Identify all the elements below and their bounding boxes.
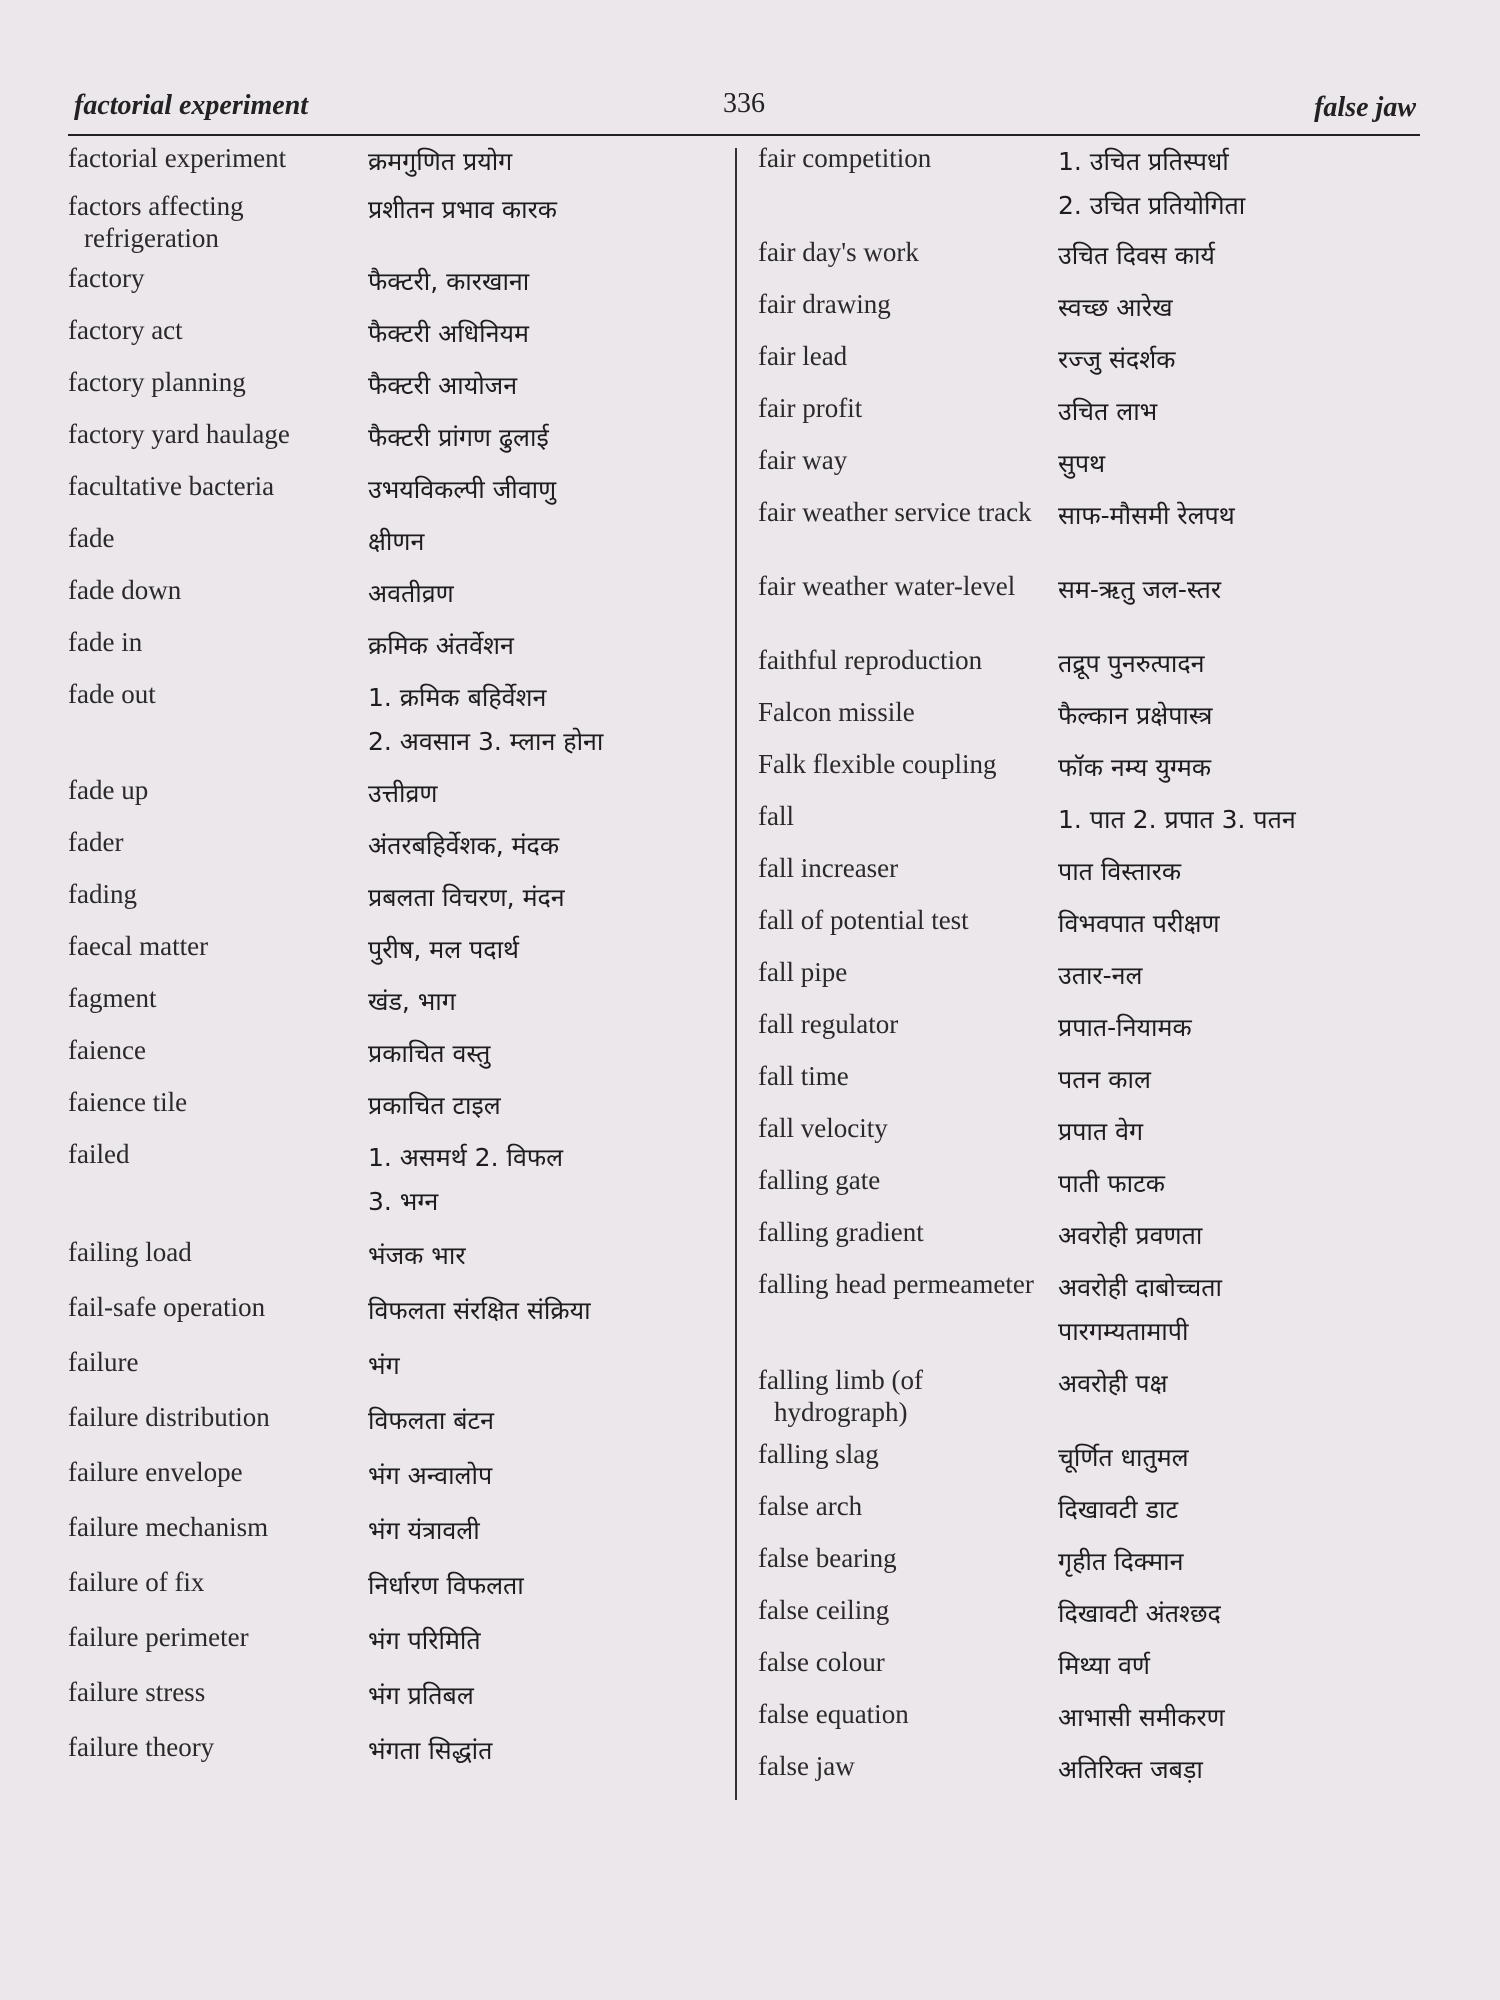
entry-definition: क्रमिक अंतर्वेशन xyxy=(368,631,514,660)
dictionary-entry xyxy=(758,286,1418,338)
entry-definitions xyxy=(1058,494,1418,538)
entry-term: false jaw xyxy=(758,1751,855,1781)
dictionary-entry xyxy=(758,1488,1418,1540)
entry-term: fair weather water-level xyxy=(758,571,1016,601)
dictionary-entry xyxy=(68,1032,728,1084)
entry-definition: मिथ्या वर्ण xyxy=(1058,1651,1150,1680)
entry-definitions xyxy=(368,416,728,460)
entry-definitions xyxy=(1058,1644,1418,1688)
entry-definition: आभासी समीकरण xyxy=(1058,1703,1225,1732)
dictionary-entry xyxy=(68,1729,728,1784)
entry-definition: उचित दिवस कार्य xyxy=(1058,241,1215,270)
entry-definitions xyxy=(1058,1592,1418,1636)
dictionary-entry xyxy=(68,1454,728,1509)
entry-definition: सम-ऋतु जल-स्तर xyxy=(1058,575,1222,604)
entry-term: factors affecting refrigeration xyxy=(68,191,244,253)
entry-definition: दिखावटी डाट xyxy=(1058,1495,1179,1524)
entry-term: false ceiling xyxy=(758,1595,890,1625)
entry-definition: 2. उचित प्रतियोगिता xyxy=(1058,191,1246,220)
entry-definitions xyxy=(1058,286,1418,330)
left-column xyxy=(68,140,728,1784)
dictionary-entry xyxy=(68,980,728,1032)
entry-term: faecal matter xyxy=(68,931,209,961)
entry-definition: गृहीत दिक्मान xyxy=(1058,1547,1184,1576)
entry-term: facultative bacteria xyxy=(68,471,275,501)
entry-definitions xyxy=(1058,1748,1418,1792)
entry-definition: 3. भग्न xyxy=(368,1187,439,1216)
entry-term: fair lead xyxy=(758,341,848,371)
dictionary-entry xyxy=(758,1006,1418,1058)
entry-term: factory planning xyxy=(68,367,246,397)
entry-term: failing load xyxy=(68,1237,192,1267)
entry-definitions xyxy=(368,188,728,232)
dictionary-entry xyxy=(68,1344,728,1399)
entry-definitions xyxy=(1058,1540,1418,1584)
entry-term: failure distribution xyxy=(68,1402,270,1432)
entry-definition: प्रपात-नियामक xyxy=(1058,1013,1192,1042)
entry-definition: 1. क्रमिक बहिर्वेशन xyxy=(368,683,547,712)
entry-term: fair profit xyxy=(758,393,863,423)
entry-definitions xyxy=(368,140,728,184)
entry-definitions xyxy=(1058,234,1418,278)
dictionary-entry xyxy=(758,1058,1418,1110)
entry-definitions xyxy=(368,1344,728,1388)
entry-definitions xyxy=(368,520,728,564)
entry-definition: क्षीणन xyxy=(368,527,425,556)
entry-definitions xyxy=(368,1729,728,1773)
entry-term: fade down xyxy=(68,575,182,605)
entry-definition: अतिरिक्त जबड़ा xyxy=(1058,1755,1203,1784)
entry-definitions xyxy=(1058,1436,1418,1480)
entry-definition: साफ-मौसमी रेलपथ xyxy=(1058,501,1235,530)
entry-definitions xyxy=(1058,1162,1418,1206)
entry-definition: प्रपात वेग xyxy=(1058,1117,1144,1146)
entry-definition: उत्तीव्रण xyxy=(368,779,438,808)
entry-definitions xyxy=(1058,1488,1418,1532)
dictionary-entry xyxy=(758,1592,1418,1644)
entry-definitions xyxy=(368,1032,728,1076)
entry-term: failed xyxy=(68,1139,130,1169)
entry-definition: अवरोही प्रवणता xyxy=(1058,1221,1203,1250)
entry-definition: पतन काल xyxy=(1058,1065,1151,1094)
dictionary-entry xyxy=(758,1214,1418,1266)
entry-definition: अंतरबहिर्वेशक, मंदक xyxy=(368,831,560,860)
entry-term: fail-safe operation xyxy=(68,1292,266,1322)
dictionary-entry xyxy=(758,1644,1418,1696)
entry-definitions xyxy=(1058,442,1418,486)
page-number: 336 xyxy=(723,88,765,119)
entry-definition: फॉक नम्य युग्मक xyxy=(1058,753,1212,782)
entry-definitions xyxy=(368,1454,728,1498)
dictionary-entry xyxy=(68,1234,728,1289)
entry-term: fall pipe xyxy=(758,957,848,987)
entry-term: fair weather service track xyxy=(758,497,1032,527)
entry-definition: 1. पात 2. प्रपात 3. पतन xyxy=(1058,805,1296,834)
dictionary-entry xyxy=(758,1540,1418,1592)
dictionary-entry xyxy=(758,1748,1418,1800)
entry-definition: दिखावटी अंतश्छद xyxy=(1058,1599,1221,1628)
dictionary-entry xyxy=(758,568,1418,642)
entry-definitions xyxy=(1058,140,1418,228)
entry-definition: प्रकाचित वस्तु xyxy=(368,1039,491,1068)
entry-definition: फैक्टरी अधिनियम xyxy=(368,319,529,348)
entry-term: factory xyxy=(68,263,145,293)
dictionary-entry xyxy=(758,1110,1418,1162)
entry-definition: सुपथ xyxy=(1058,449,1106,478)
entry-definitions xyxy=(1058,798,1418,842)
entry-term: factory yard haulage xyxy=(68,419,290,449)
dictionary-entry xyxy=(758,1162,1418,1214)
entry-definition: चूर्णित धातुमल xyxy=(1058,1443,1189,1472)
entry-term: fall time xyxy=(758,1061,849,1091)
entry-term: fading xyxy=(68,879,137,909)
entry-term: fair way xyxy=(758,445,848,475)
dictionary-entry xyxy=(68,772,728,824)
entry-term: factorial experiment xyxy=(68,143,287,173)
entry-definitions xyxy=(368,772,728,816)
entry-term: falling head permeameter xyxy=(758,1269,1034,1299)
dictionary-entry xyxy=(758,234,1418,286)
entry-term: fall of potential test xyxy=(758,905,969,935)
entry-term: Falcon missile xyxy=(758,697,915,727)
entry-definition: भंग अन्वालोप xyxy=(368,1461,493,1490)
entry-term: falling slag xyxy=(758,1439,879,1469)
entry-definitions xyxy=(368,1289,728,1333)
right-column xyxy=(758,140,1418,1800)
entry-definitions xyxy=(368,824,728,868)
dictionary-entry xyxy=(758,850,1418,902)
dictionary-entry xyxy=(68,1564,728,1619)
entry-definition: 1. उचित प्रतिस्पर्धा xyxy=(1058,147,1229,176)
dictionary-entry xyxy=(68,468,728,520)
entry-definitions xyxy=(1058,1006,1418,1050)
dictionary-entry xyxy=(68,1289,728,1344)
dictionary-entry xyxy=(758,642,1418,694)
entry-term: faience tile xyxy=(68,1087,188,1117)
entry-definitions xyxy=(368,876,728,920)
entry-term: failure xyxy=(68,1347,139,1377)
entry-definitions xyxy=(368,928,728,972)
entry-definitions xyxy=(368,312,728,356)
entry-definitions xyxy=(368,1399,728,1443)
entry-definitions xyxy=(368,1509,728,1553)
entry-term: failure stress xyxy=(68,1677,206,1707)
entry-term: fade up xyxy=(68,775,149,805)
entry-definitions xyxy=(1058,694,1418,738)
entry-definition: भंग परिमिति xyxy=(368,1626,481,1655)
entry-definitions xyxy=(1058,338,1418,382)
dictionary-entry xyxy=(758,338,1418,390)
dictionary-entry xyxy=(68,676,728,772)
entry-definitions xyxy=(1058,390,1418,434)
entry-definition: विफलता संरक्षित संक्रिया xyxy=(368,1296,591,1325)
dictionary-entry xyxy=(68,1619,728,1674)
entry-definition: स्वच्छ आरेख xyxy=(1058,293,1173,322)
entry-definition: भंग यंत्रावली xyxy=(368,1516,480,1545)
entry-definitions xyxy=(368,1234,728,1278)
page-header xyxy=(68,84,1420,136)
entry-definition: फैक्टरी प्रांगण ढुलाई xyxy=(368,423,549,452)
dictionary-entry xyxy=(68,416,728,468)
dictionary-entry xyxy=(68,1509,728,1564)
dictionary-entry xyxy=(68,520,728,572)
header-first-term: factorial experiment xyxy=(74,90,309,121)
entry-term: failure theory xyxy=(68,1732,215,1762)
entry-definitions xyxy=(368,980,728,1024)
dictionary-entry xyxy=(68,1674,728,1729)
dictionary-entry xyxy=(68,876,728,928)
entry-definitions xyxy=(1058,1214,1418,1258)
entry-definitions xyxy=(1058,642,1418,686)
entry-definitions xyxy=(1058,1110,1418,1154)
entry-term: Falk flexible coupling xyxy=(758,749,997,779)
header-last-term: false jaw xyxy=(1314,92,1416,123)
entry-term: fade out xyxy=(68,679,156,709)
entry-definition: अवरोही दाबोच्चता xyxy=(1058,1273,1222,1302)
entry-definitions xyxy=(368,1674,728,1718)
entry-term: failure of fix xyxy=(68,1567,205,1597)
dictionary-entry xyxy=(68,188,728,260)
entry-term: fader xyxy=(68,827,124,857)
entry-term: failure envelope xyxy=(68,1457,243,1487)
dictionary-entry xyxy=(758,1362,1418,1436)
dictionary-entry xyxy=(68,260,728,312)
entry-term: false equation xyxy=(758,1699,909,1729)
entry-term: falling gate xyxy=(758,1165,881,1195)
entry-definition: फैक्टरी आयोजन xyxy=(368,371,518,400)
entry-definition: तद्रूप पुनरुत्पादन xyxy=(1058,649,1205,678)
dictionary-entry xyxy=(758,442,1418,494)
entry-definition: 1. असमर्थ 2. विफल xyxy=(368,1143,564,1172)
entry-term: fagment xyxy=(68,983,157,1013)
entry-definition: प्रशीतन प्रभाव कारक xyxy=(368,195,557,224)
entry-term: fall regulator xyxy=(758,1009,899,1039)
entry-definition: भंग प्रतिबल xyxy=(368,1681,474,1710)
entry-definition: पुरीष, मल पदार्थ xyxy=(368,935,520,964)
dictionary-entry xyxy=(758,140,1418,234)
entry-term: falling limb (of hydrograph) xyxy=(758,1365,923,1427)
entry-definitions xyxy=(1058,954,1418,998)
entry-definitions xyxy=(368,260,728,304)
column-divider xyxy=(735,148,737,1800)
entry-definition: उभयविकल्पी जीवाणु xyxy=(368,475,557,504)
entry-definition: अवरोही पक्ष xyxy=(1058,1369,1168,1398)
entry-term: fade xyxy=(68,523,115,553)
entry-definition: पारगम्यतामापी xyxy=(1058,1317,1189,1346)
entry-definition: पात विस्तारक xyxy=(1058,857,1182,886)
entry-definition: भंगता सिद्धांत xyxy=(368,1736,493,1765)
entry-definitions xyxy=(1058,568,1418,612)
dictionary-entry xyxy=(68,1084,728,1136)
entry-definitions xyxy=(368,1084,728,1128)
entry-term: false colour xyxy=(758,1647,885,1677)
dictionary-entry xyxy=(758,798,1418,850)
entry-term: factory act xyxy=(68,315,183,345)
dictionary-entry xyxy=(68,1399,728,1454)
entry-definitions xyxy=(368,572,728,616)
dictionary-entry xyxy=(68,140,728,188)
entry-definition: विभवपात परीक्षण xyxy=(1058,909,1220,938)
entry-definitions xyxy=(368,1136,728,1224)
dictionary-entry xyxy=(68,364,728,416)
entry-definition: खंड, भाग xyxy=(368,987,456,1016)
dictionary-entry xyxy=(758,694,1418,746)
dictionary-entry xyxy=(68,928,728,980)
entry-term: fade in xyxy=(68,627,143,657)
entry-definitions xyxy=(368,1564,728,1608)
entry-term: fall increaser xyxy=(758,853,899,883)
entry-definition: प्रकाचित टाइल xyxy=(368,1091,501,1120)
entry-definitions xyxy=(368,1619,728,1663)
entry-definition: फैक्टरी, कारखाना xyxy=(368,267,530,296)
dictionary-entry xyxy=(758,1696,1418,1748)
entry-definition: रज्जु संदर्शक xyxy=(1058,345,1176,374)
entry-term: false bearing xyxy=(758,1543,897,1573)
entry-definitions xyxy=(1058,746,1418,790)
dictionary-entry xyxy=(758,902,1418,954)
entry-definition: भंग xyxy=(368,1351,400,1380)
entry-definition: क्रमगुणित प्रयोग xyxy=(368,147,513,176)
entry-definition: विफलता बंटन xyxy=(368,1406,495,1435)
entry-definition: भंजक भार xyxy=(368,1241,466,1270)
entry-definitions xyxy=(1058,1362,1418,1406)
entry-term: fall xyxy=(758,801,794,831)
entry-term: faience xyxy=(68,1035,146,1065)
entry-term: falling gradient xyxy=(758,1217,924,1247)
dictionary-entry xyxy=(758,1436,1418,1488)
entry-definition: निर्धारण विफलता xyxy=(368,1571,524,1600)
dictionary-entry xyxy=(758,494,1418,568)
dictionary-entry xyxy=(68,824,728,876)
entry-term: fall velocity xyxy=(758,1113,888,1143)
entry-definitions xyxy=(1058,850,1418,894)
dictionary-entry xyxy=(68,572,728,624)
entry-term: fair day's work xyxy=(758,237,919,267)
dictionary-entry xyxy=(68,624,728,676)
entry-term: failure mechanism xyxy=(68,1512,269,1542)
entry-definitions xyxy=(368,676,728,764)
entry-term: fair drawing xyxy=(758,289,891,319)
entry-term: failure perimeter xyxy=(68,1622,249,1652)
entry-definitions xyxy=(1058,902,1418,946)
entry-definition: 2. अवसान 3. म्लान होना xyxy=(368,727,604,756)
entry-definitions xyxy=(368,364,728,408)
entry-definitions xyxy=(368,468,728,512)
entry-term: false arch xyxy=(758,1491,863,1521)
dictionary-entry xyxy=(758,746,1418,798)
entry-definition: उचित लाभ xyxy=(1058,397,1158,426)
entry-definitions xyxy=(1058,1696,1418,1740)
dictionary-entry xyxy=(68,1136,728,1234)
entry-definition: अवतीव्रण xyxy=(368,579,454,608)
entry-definition: प्रबलता विचरण, मंदन xyxy=(368,883,565,912)
entry-definitions xyxy=(1058,1058,1418,1102)
dictionary-entry xyxy=(758,390,1418,442)
entry-term: faithful reproduction xyxy=(758,645,983,675)
dictionary-entry xyxy=(758,954,1418,1006)
entry-definitions xyxy=(368,624,728,668)
entry-term: fair competition xyxy=(758,143,932,173)
dictionary-entry xyxy=(758,1266,1418,1362)
entry-definition: उतार-नल xyxy=(1058,961,1143,990)
entry-definitions xyxy=(1058,1266,1418,1354)
dictionary-entry xyxy=(68,312,728,364)
entry-definition: फैल्कान प्रक्षेपास्त्र xyxy=(1058,701,1213,730)
entry-definition: पाती फाटक xyxy=(1058,1169,1165,1198)
